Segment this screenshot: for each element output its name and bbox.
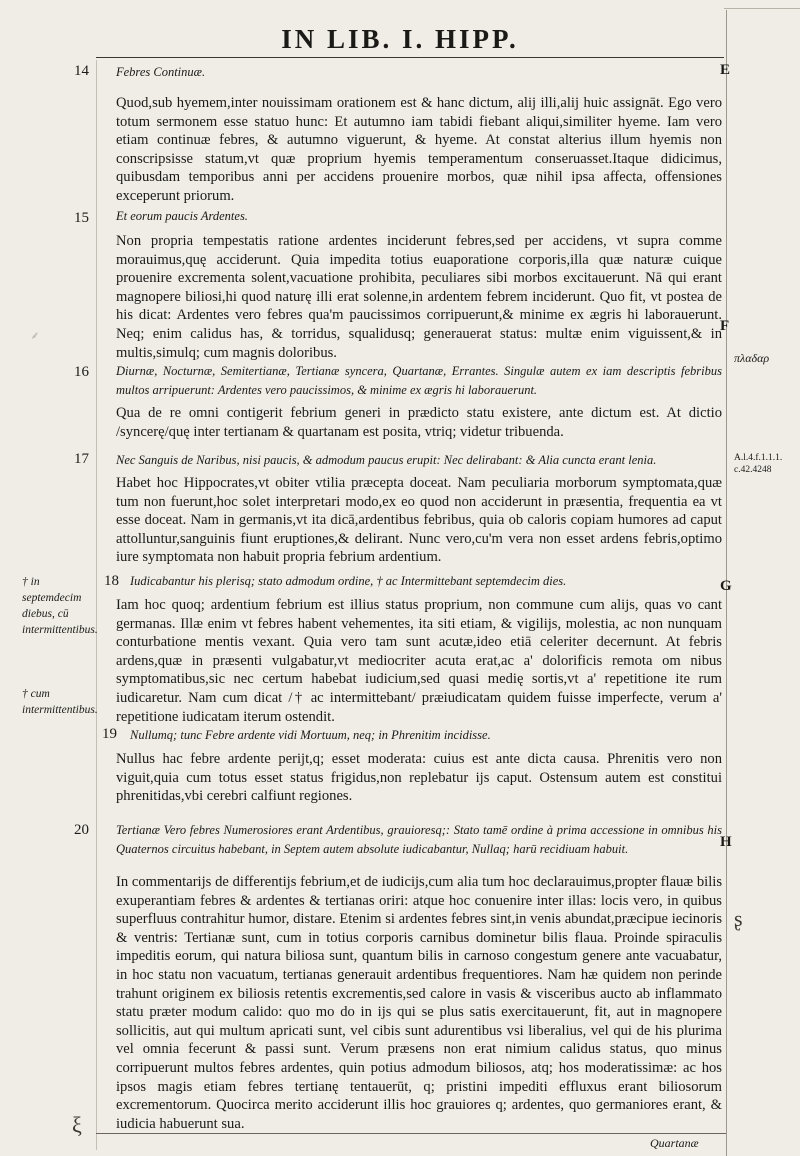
section-number: 14 — [74, 63, 89, 79]
section-commentary: Qua de re omni contigerit febrium generi in prædicto statu existere, ante dictum est. At dictio /syncerę/quę inter tertianam & quartanam est posita, vtriq; videtur tribuenda. — [116, 405, 722, 440]
left-column-rule — [96, 60, 97, 1150]
section-commentary: Nullus hac febre ardente perijt,q; esset moderata: cuius est ante dicta causa. Phrenitis vero non viguit,quia cum totus esset status frigidus,non replebatur ijs caput. Ostensum autem est constitui phrenitidas,vbi cerebri calfiunt regiones. — [116, 751, 722, 805]
section-number: 19 — [102, 726, 117, 742]
header-rule — [96, 57, 724, 58]
section-lemma: Nullumq; tunc Febre ardente vidi Mortuum, neq; in Phrenitim incidisse. — [130, 728, 491, 742]
signature-e: E — [720, 62, 731, 78]
section-lemma: Tertianæ Vero febres Numerosiores erant Ardentibus, grauioresq;: Stato tamē ordine à prima accessione in omnibus his Quaternos circuitus habebant, in Septem autem absolute iudicabantur, Nullaq; harū recidiuam habuit. — [116, 823, 722, 856]
section-lemma: Diurnæ, Nocturnæ, Semitertianæ, Tertianæ syncera, Quartanæ, Errantes. Singulæ autem ex iam descriptis febribus multos arripuerunt: Ardentes vero paucissimos, & minime ex ægris hi laborauerunt. — [116, 364, 722, 397]
signature-g: G — [720, 578, 732, 594]
ink-flourish-icon: ξ — [72, 1112, 82, 1137]
bleedthrough-mark: ⸙ — [30, 330, 39, 342]
running-header: IN LIB. I. HIPP. — [281, 24, 519, 54]
section-commentary: Habet hoc Hippocrates,vt obiter vtilia præcepta doceat. Nam peculiaria morborum symptomata,quæ tum non fuerunt,hoc solet interpretari modo,ex eo quod non acciderunt in præsentia, frequentia ea vt esse doceat. Nam in germanis,vt ita dicā,ardentibus febribus, quia ob caloris copiam humores ad caput attolluntur,sanguinis fiunt eruptiones,& delirant. Nunc vero,cu'm vera non esset ardens febris,optimo iure symptomata non habuit propria febrium ardentium. — [116, 475, 722, 566]
margin-note: † cum intermittentibus. — [22, 688, 98, 716]
margin-reference: A.l.4.f.1.1.1. c.42.4248 — [734, 453, 783, 475]
margin-handwriting: πλαδαρ — [734, 351, 770, 365]
section-number: 15 — [74, 210, 89, 226]
section-lemma: Et eorum paucis Ardentes. — [116, 209, 248, 223]
section-lemma: Febres Continuæ. — [116, 65, 206, 79]
signature-f: F — [720, 318, 730, 334]
margin-note: † in septemdecim diebus, cū intermittentibus. — [22, 576, 98, 636]
section-commentary: In commentarijs de differentijs febrium,et de iudicijs,cum alia tum hoc declarauimus,propter flauæ bilis exuperantiam febres & ardentes & tertianas oriri: atque hoc conuenire inter illas: locis vero, in quibus superfluus contrahitur humor, distare. Etenim si ardentes febres sint,in venis abundat,præcipue iecinoris & ventris: Tertianæ sunt, cum in totius corporis carnibus dominetur bilis flaua. Proinde spiraculis impeditis eorum, qui natura biliosa sunt, quantum bilis in carnoso congestum genere ante vacuabatur, in hoc statu non vacuatum, tertianas generauit ardentibus frequentiores. Nam hæ quidem non perinde trahunt originem ex biliosis retentis excrementis,sed calore in vasis & visceribus aucto ab inflammato statu præter modum calido: quo mo do in ijs qui se plus satis exercitauerunt, fit, aut in magnopere sollicitis, aut qui multum apricati sunt, vel cibis sunt adurentibus vsi liberalius, vel qui de his plurima vel omnia fecerunt & passi sunt. Verum præsens non erat nimium calidus status, quo minus corripuerunt multos febres ardentes, quin potius admodum biliosos, atq; hos moderatissimæ: ac hos ipsos magis etiam febres tertianę tentauerūt, q; pristini impediti effluxus erant biliosorum excrementorum. Quocirca merito acciderunt illis hoc grauiores q; ardentes, quo germaniores erant, & iudicia habuerunt sua. — [116, 874, 722, 1132]
signature-h: H — [720, 834, 732, 850]
section-lemma: Nec Sanguis de Naribus, nisi paucis, & admodum paucus erupit: Nec delirabant: & Alia cuncta erant lenia. — [116, 453, 657, 467]
section-commentary: Non propria tempestatis ratione ardentes inciderunt febres,sed per accidens, vt supra comme morauimus,quę acciderunt. Quia impedita totius euaporatione corporis,illa quæ naturæ cuique prouenire excrementa solent,vacuatione prohibita, peculiares sibi morbos excitauerunt. Nā qui erant magnopere biliosi,hi quod naturę illi erat solenne,in ardentem febrem inciderunt. Quo fit, vt postea de his dicat: Ardentes vero febres qua'm paucissimos corripuerunt,& minime ex ægris hi laborauerunt. Neq; enim calidus has, & torridus, squalidusq; generauerat status: multæ enim viguissent,& in multis,simulq; cum magnis doloribus. — [116, 233, 722, 361]
section-number: 17 — [74, 451, 89, 467]
bleed-rule — [724, 8, 800, 9]
section-number: 18 — [104, 573, 119, 589]
bottom-rule — [96, 1133, 726, 1134]
section-number: 16 — [74, 364, 89, 380]
section-lemma: Iudicabantur his plerisq; stato admodum ordine, † ac Intermittebant septemdecim dies. — [130, 574, 567, 588]
section-commentary: Iam hoc quoq; ardentium febrium est illius status proprium, non commune cum alijs, quas vo cant germanas. Illæ enim vt febres habent vehementes, ita siti etiam, & vigilijs, molestia, ac non nunquam conturbatione mentis vexant. Quia vero tam sunt acutæ,ideo etiā celeriter decernunt. At febris ardens,quæ in præsenti vulgabatur,vt mediocriter acuta erat,ac a' dolorificis remota om nibus symptomatibus,sic nec certum habebat iudicium,sed quasi medię sortis,vt a' repetitione ite rum iudicaretur. Nam cum dicat /† ac intermittebant/ præiudicatam quidem fuisse imperfecte, verum a' repetitione iudicatam iterum ostendit. — [116, 597, 722, 725]
catchword: Quartanæ — [650, 1136, 699, 1150]
section-commentary: Quod,sub hyemem,inter nouissimam orationem est & hanc dictum, alij illi,alij huic assignāt. Ego vero totum sermonem esse statuo hunc: Et autumno iam tabidi fiebant aliqui,similiter hyeme. Iam vero etiam continuæ febres, & autumno viguerunt, & hyeme. At constat alterius illum hyemis non conscripsisse statum,vt quæ proprium hyemis temperamentum conseruasset.Itaque didicimus, quibusdam temporibus anni per accidens prouenire morbos, quæ nihil ipsa affecta, offensiones exceperunt priorum. — [116, 95, 722, 204]
section-number: 20 — [74, 822, 89, 838]
ink-flourish-icon: ʂ — [734, 906, 743, 931]
